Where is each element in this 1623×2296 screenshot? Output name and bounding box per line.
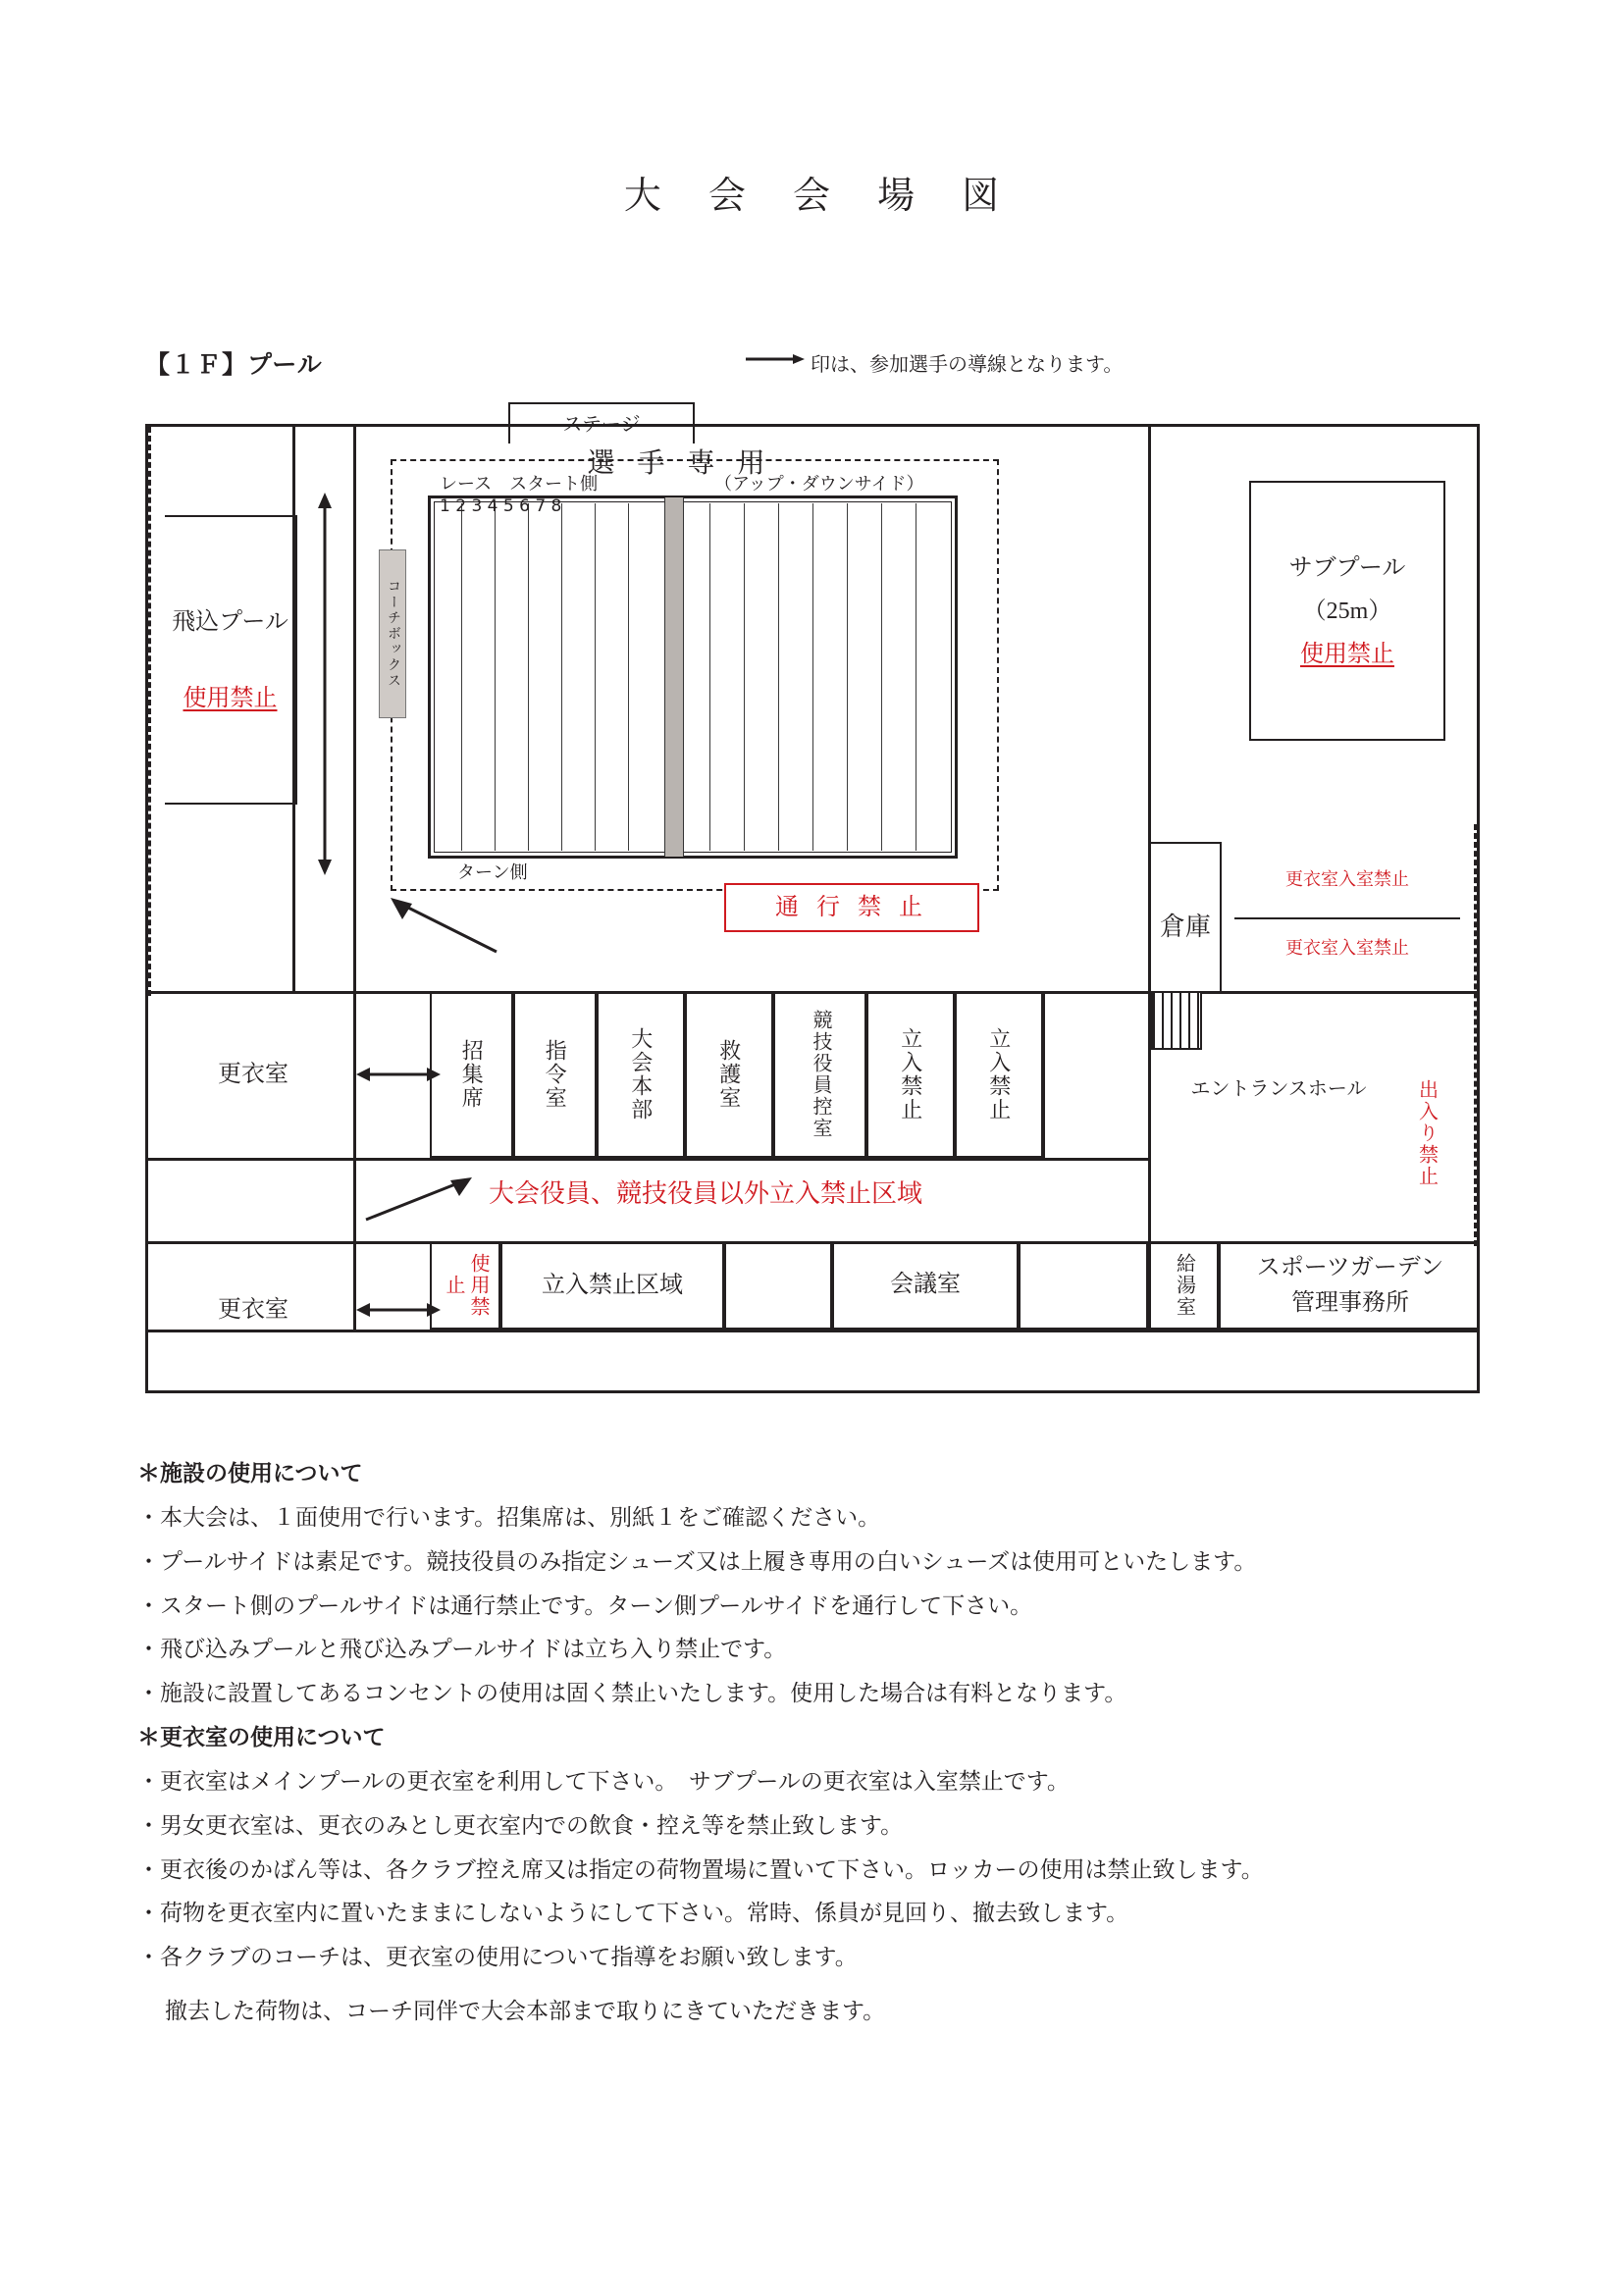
changing-room-2-flow-arrow	[356, 1297, 441, 1323]
note-item: ・施設に設置してあるコンセントの使用は固く禁止いたします。使用した場合は有料となります。	[137, 1681, 1127, 1707]
exit-no-entry-label: 出入り禁止	[1415, 1079, 1438, 1187]
pool-lane-line	[495, 503, 496, 851]
pool-lane-line	[709, 503, 710, 851]
warehouse-label: 倉庫	[1159, 912, 1211, 941]
sports-garden-office-cell	[1219, 1241, 1480, 1330]
room-label-kyugoshitsu: 救護室	[716, 1039, 742, 1110]
pool-lane-line	[561, 503, 562, 851]
room-cell	[955, 991, 1043, 1158]
athlete-only-label: 選 手 専 用	[587, 447, 773, 479]
plan-bottom-edge	[145, 1330, 1480, 1332]
sub-pool-size: （25m）	[1302, 598, 1392, 624]
pool-lane-line	[461, 503, 462, 851]
restricted-area-banner-wrap	[440, 1173, 1107, 1216]
notes-heading-changing-room: ＊更衣室の使用について	[137, 1725, 386, 1751]
no-passage-box	[724, 883, 979, 932]
room-cell	[597, 991, 685, 1158]
race-start-side-label: レース スタート側	[440, 473, 599, 495]
no-passage-label: 通 行 禁 止	[775, 895, 928, 920]
notes-section	[137, 1452, 1511, 2034]
row2-restricted-cell	[500, 1241, 724, 1330]
changing-room-1-flow-arrow	[356, 1062, 441, 1087]
race-start-side-label-wrap	[440, 473, 695, 496]
left-zone-divider-2	[353, 427, 356, 1330]
pool-lane-line	[744, 503, 745, 851]
note-item: ・男女更衣室は、更衣のみとし更衣室内での飲食・控え等を禁止致します。	[137, 1812, 904, 1839]
turn-side-label-wrap	[457, 861, 595, 885]
room-label-kyogiyakuin: 競技役員控室	[810, 1010, 831, 1139]
note-item: ・各クラブのコーチは、更衣室の使用について指導をお願い致します。	[137, 1945, 858, 1971]
legend-note: 印は、参加選手の導線となります。	[811, 352, 1124, 376]
coach-box-label: コーチボックス	[386, 579, 400, 689]
sports-garden-office-line2: 管理事務所	[1291, 1290, 1409, 1316]
pool-lane-line	[847, 503, 848, 851]
updown-side-label: （アップ・ダウンサイド）	[714, 473, 924, 495]
note-closing: 撤去した荷物は、コーチ同伴で大会本部まで取りにきていただきます。	[165, 1999, 886, 2025]
restricted-area-banner: 大会役員、競技役員以外立入禁止区域	[489, 1178, 923, 1208]
note-item: ・更衣室はメインプールの更衣室を利用して下さい。 サブプールの更衣室は入室禁止です。	[137, 1768, 1070, 1795]
stairs-hatch	[1151, 991, 1202, 1050]
row2-restricted-label: 立入禁止区域	[542, 1273, 683, 1298]
sub-pool-status: 使用禁止	[1300, 641, 1394, 667]
lane-numbers-wrap	[440, 496, 675, 518]
updown-side-label-wrap	[714, 473, 1009, 496]
note-item: ・飛び込みプールと飛び込みプールサイドは立ち入り禁止です。	[137, 1637, 787, 1663]
right-corridor-dash	[1474, 824, 1477, 1246]
pool-lane-line	[881, 503, 882, 851]
floor-label: 【１Ｆ】プール	[145, 350, 323, 379]
room-cell	[866, 991, 955, 1158]
room-label-shoshuseki: 招集席	[459, 1039, 485, 1110]
warehouse-right-divider	[1220, 842, 1222, 991]
row2-no-use-cell	[430, 1241, 500, 1330]
lane-numbers-label: 1 2 3 4 5 6 7 8	[440, 496, 562, 517]
changing-room-2-label: 更衣室	[218, 1297, 288, 1323]
room-cell	[773, 991, 866, 1158]
row2-blank-cell-1	[724, 1241, 832, 1330]
warehouse-box	[1151, 863, 1220, 991]
locker-no-entry-2-wrap	[1225, 932, 1470, 964]
room-label-taikaihonbu: 大会本部	[628, 1027, 654, 1122]
room-label-tachiiri-1: 立入禁止	[898, 1027, 923, 1122]
locker-no-entry-2: 更衣室入室禁止	[1285, 937, 1409, 958]
venue-floor-plan	[145, 402, 1480, 1393]
left-corridor-dash	[148, 427, 151, 996]
room-label-tachiiri-2: 立入禁止	[986, 1027, 1012, 1122]
room-cell	[430, 991, 513, 1158]
note-item: ・スタート側のプールサイドは通行禁止です。ターン側プールサイドを通行して下さい。	[137, 1592, 1033, 1619]
entrance-hall-box	[1156, 1070, 1401, 1109]
athlete-flow-arrow-diagonal	[391, 898, 498, 957]
notes-heading-facility: ＊施設の使用について	[137, 1461, 363, 1487]
dive-pool-status: 使用禁止	[183, 685, 278, 711]
turn-side-label: ターン側	[457, 861, 528, 883]
restricted-area-arrow	[366, 1173, 474, 1222]
locker-no-entry-1-wrap	[1225, 863, 1470, 895]
room-row-right-edge	[1043, 991, 1045, 1158]
changing-room-1-label: 更衣室	[218, 1062, 288, 1087]
note-item: ・本大会は、１面使用で行います。招集席は、別紙１をご確認ください。	[137, 1504, 881, 1531]
locker-no-entry-1: 更衣室入室禁止	[1285, 868, 1409, 889]
pool-lane-line	[628, 503, 629, 851]
stage-box	[508, 402, 695, 444]
hot-water-room-label: 給湯室	[1173, 1253, 1195, 1318]
rooms-row-divider	[145, 1158, 1148, 1161]
dive-pool-box	[165, 515, 297, 805]
main-pool-inner	[434, 501, 952, 853]
room-cell	[685, 991, 773, 1158]
pool-lane-line	[528, 503, 529, 851]
coach-box	[379, 549, 406, 718]
note-item: ・プールサイドは素足です。競技役員のみ指定シューズ又は上履き専用の白いシューズは使用可といたします。	[137, 1548, 1257, 1575]
sports-garden-office-line1: スポーツガーデン	[1256, 1255, 1444, 1280]
entrance-hall-label: エントランスホール	[1190, 1077, 1367, 1100]
pool-lane-line	[812, 503, 813, 851]
pool-lane-line	[778, 503, 779, 851]
warehouse-top-edge	[1148, 842, 1222, 844]
stage-label: ステージ	[562, 411, 641, 436]
sub-pool-label: サブプール	[1288, 554, 1406, 581]
note-item: ・荷物を更衣室内に置いたままにしないようにして下さい。常時、係員が見回り、撤去致します。	[137, 1901, 1129, 1927]
pool-lane-line	[595, 503, 596, 851]
note-item: ・更衣後のかばん等は、各クラブ控え席又は指定の荷物置場に置いて下さい。ロッカーの使用は禁止致します。	[137, 1856, 1264, 1883]
pool-center-divider	[664, 497, 684, 857]
meeting-room-label: 会議室	[890, 1272, 961, 1298]
row2-no-use-label: 使用禁止	[443, 1253, 489, 1318]
sub-pool-box	[1249, 481, 1445, 741]
row2-blank-cell-2	[1019, 1241, 1148, 1330]
changing-room-2	[155, 1266, 351, 1354]
page-title: 大 会 会 場 図	[623, 174, 1018, 217]
locker-divider-line	[1234, 917, 1460, 919]
hot-water-room-cell	[1148, 1241, 1219, 1330]
room-label-shireishitsu: 指令室	[543, 1039, 568, 1110]
meeting-room-cell	[832, 1241, 1019, 1330]
dive-pool-label: 飛込プール	[172, 608, 288, 635]
legend-arrow-icon	[746, 353, 805, 365]
room-cell	[513, 991, 597, 1158]
athlete-flow-arrow-vertical	[310, 493, 340, 875]
exit-no-entry-box	[1406, 1040, 1445, 1226]
changing-room-1	[155, 1030, 351, 1119]
